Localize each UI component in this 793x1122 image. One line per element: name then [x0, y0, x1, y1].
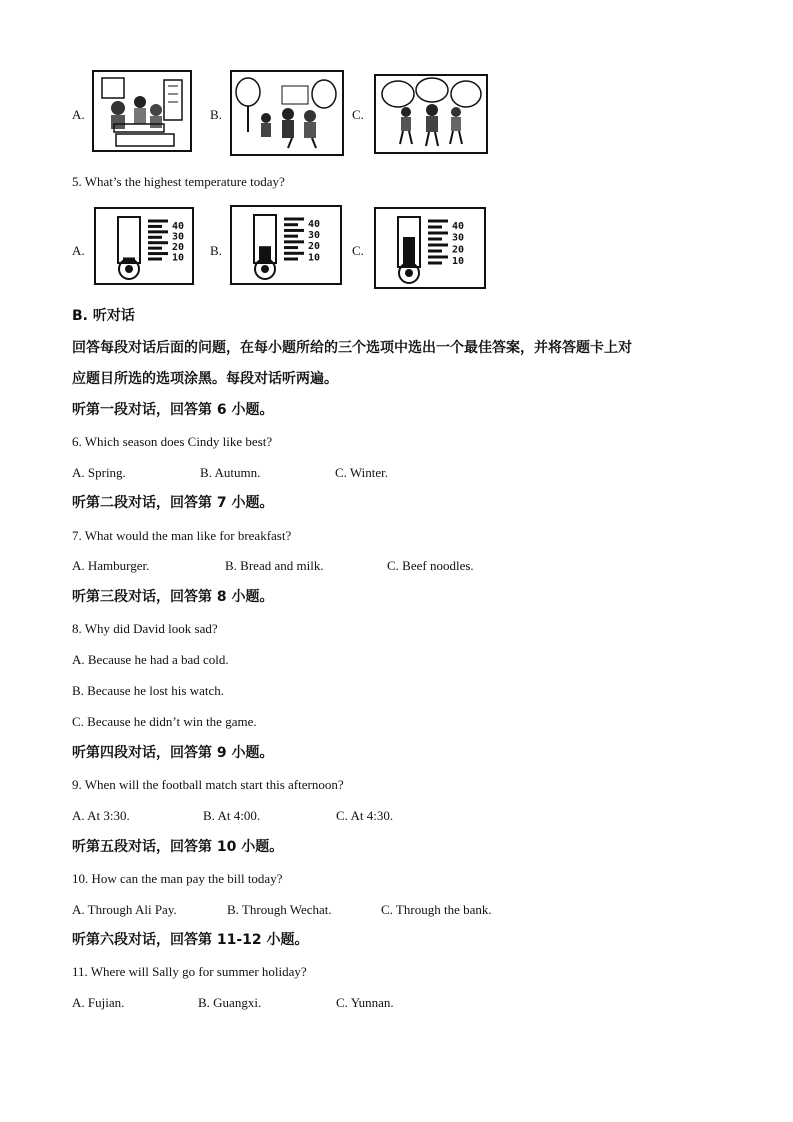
thermometer-icon [96, 209, 192, 283]
scale-label: 40 [308, 219, 321, 230]
scale-label: 10 [172, 252, 185, 264]
question-8: 8. Why did David look sad? [72, 621, 218, 636]
scale-label: 10 [452, 256, 465, 267]
question-10: 10. How can the man pay the bill today? [72, 871, 283, 886]
thermometer-bulb-core [125, 265, 133, 273]
q6-option-a[interactable]: A. Spring. [72, 465, 126, 480]
scale-tick [428, 244, 448, 247]
dialog-4-heading: 听第四段对话，回答第 9 小题。 [72, 745, 274, 761]
dialog-2-heading: 听第二段对话，回答第 7 小题。 [72, 495, 274, 511]
scale-tick [284, 246, 298, 249]
scale-label: 30 [172, 231, 185, 243]
scale-tick [284, 240, 304, 243]
question-11: 11. Where will Sally go for summer holiday? [72, 964, 307, 979]
scale-tick [148, 220, 168, 223]
q9-option-b[interactable]: B. At 4:00. [203, 808, 261, 823]
q4-option-b-image [230, 70, 344, 156]
section-b-title: B. 听对话 [72, 308, 135, 324]
scale-tick [284, 235, 298, 238]
scale-tick [428, 238, 442, 241]
scale-tick [148, 241, 168, 244]
dialog-3-heading: 听第三段对话，回答第 8 小题。 [72, 589, 274, 605]
q5-option-a-label: A. [72, 243, 85, 258]
q10-option-b[interactable]: B. Through Wechat. [227, 902, 332, 917]
q7-option-c[interactable]: C. Beef noodles. [387, 558, 474, 573]
thermometer-bulb-core [405, 269, 413, 277]
thermometer-fill [123, 257, 135, 263]
scale-label: 40 [172, 221, 185, 232]
q5-option-c-image [374, 207, 486, 289]
dialog-6-heading: 听第六段对话，回答第 11-12 小题。 [72, 932, 309, 948]
scale-tick [428, 232, 448, 235]
scale-label: 10 [308, 252, 321, 264]
scale-tick [428, 220, 448, 223]
q7-option-a[interactable]: A. Hamburger. [72, 558, 150, 573]
scale-tick [148, 252, 168, 255]
scale-tick [284, 258, 298, 261]
scale-tick [148, 258, 162, 261]
q7-option-b[interactable]: B. Bread and milk. [225, 558, 324, 573]
scale-tick [284, 229, 304, 232]
scale-label: 40 [452, 221, 465, 232]
dialog-5-heading: 听第五段对话，回答第 10 小题。 [72, 839, 284, 855]
scale-tick [428, 256, 448, 259]
outdoor-park-scene-icon [232, 72, 342, 154]
scale-tick [148, 247, 162, 250]
q10-option-a[interactable]: A. Through Ali Pay. [72, 902, 177, 917]
q8-option-a[interactable]: A. Because he had a bad cold. [72, 652, 229, 667]
scale-tick [284, 252, 304, 255]
q6-option-c[interactable]: C. Winter. [335, 465, 389, 480]
thermometer-icon [376, 209, 484, 287]
q4-option-a-label: A. [72, 107, 85, 122]
q11-option-c[interactable]: C. Yunnan. [336, 995, 394, 1010]
q5-question: 5. What’s the highest temperature today? [72, 174, 285, 189]
scale-tick [284, 223, 298, 226]
scale-label: 20 [452, 244, 465, 256]
q5-option-c-label: C. [352, 243, 364, 258]
q5-option-b-label: B. [210, 243, 222, 258]
thermometer-tube [118, 217, 140, 263]
q4-option-c-label: C. [352, 107, 364, 122]
section-b-instruction-line1: 回答每段对话后面的问题，在每小题所给的三个选项中选出一个最佳答案，并将答题卡上对 [72, 340, 632, 356]
scale-tick [284, 218, 304, 221]
children-under-trees-icon [376, 76, 486, 152]
q8-option-c[interactable]: C. Because he didn’t win the game. [72, 714, 257, 729]
q4-option-c-image [374, 74, 488, 154]
q9-option-c[interactable]: C. At 4:30. [336, 808, 394, 823]
section-b-instruction-line2: 应题目所选的选项涂黑。每段对话听两遍。 [72, 371, 338, 387]
thermometer-fill [403, 237, 415, 267]
q11-option-b[interactable]: B. Guangxi. [198, 995, 262, 1010]
q4-option-a-image [92, 70, 192, 152]
scale-tick [148, 230, 168, 233]
scale-tick [428, 262, 442, 265]
q5-option-a-image [94, 207, 194, 285]
scale-tick [148, 225, 162, 228]
q5-option-b-image [230, 205, 342, 285]
scale-tick [428, 226, 442, 229]
scale-label: 30 [308, 230, 321, 242]
q9-option-a[interactable]: A. At 3:30. [72, 808, 130, 823]
indoor-family-scene-icon [94, 72, 190, 150]
q11-option-a[interactable]: A. Fujian. [72, 995, 125, 1010]
q6-option-b[interactable]: B. Autumn. [200, 465, 261, 480]
thermometer-bulb-core [261, 265, 269, 273]
thermometer-fill [259, 246, 271, 263]
scale-label: 20 [308, 241, 321, 253]
q4-option-b-label: B. [210, 107, 222, 122]
q8-option-b[interactable]: B. Because he lost his watch. [72, 683, 224, 698]
scale-label: 30 [452, 232, 465, 244]
scale-label: 20 [172, 242, 185, 254]
scale-tick [428, 250, 442, 253]
q10-option-c[interactable]: C. Through the bank. [381, 902, 492, 917]
question-6: 6. Which season does Cindy like best? [72, 434, 273, 449]
question-7: 7. What would the man like for breakfast? [72, 528, 292, 543]
question-9: 9. When will the football match start this afternoon? [72, 777, 344, 792]
thermometer-icon [232, 207, 340, 283]
dialog-1-heading: 听第一段对话，回答第 6 小题。 [72, 402, 274, 418]
scale-tick [148, 236, 162, 239]
